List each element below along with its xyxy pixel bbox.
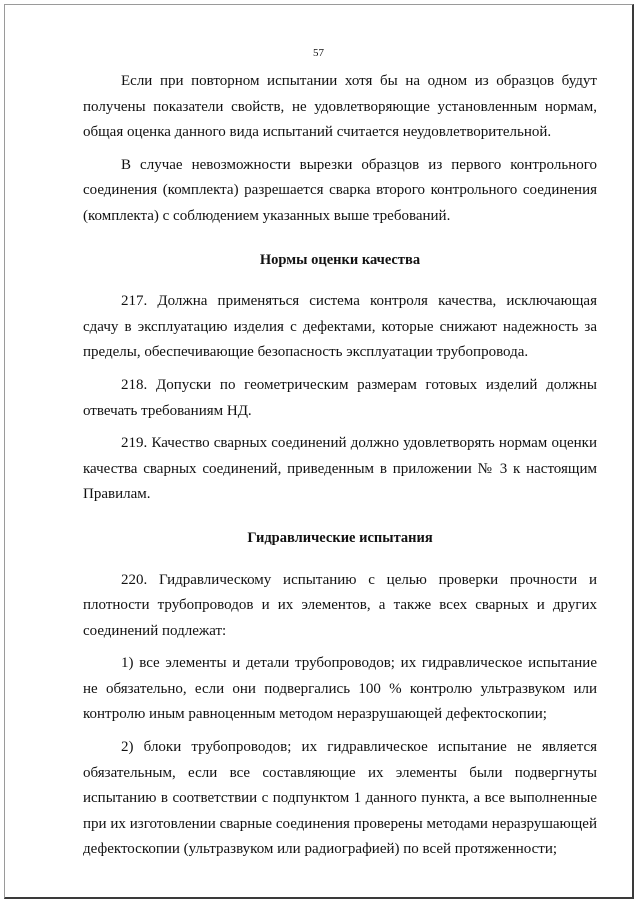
- paragraph-220-item-1: 1) все элементы и детали трубопроводов; их гидравлическое испытание не обязательно, если они подвергались 100 % контролю ультразвуком или контролю иным равноценным методом неразрушающей дефектоскопии;: [83, 655, 597, 723]
- paragraph-second-sample: В случае невозможности вырезки образцов из первого контрольного соединения (комплекта) разрешается сварка второго контрольного соединения (комплекта) с соблюдением указанных выше требований.: [83, 156, 597, 224]
- paragraph-218: 218. Допуски по геометрическим размерам готовых изделий должны отвечать требованиям НД.: [83, 376, 597, 419]
- heading-quality-norms: Нормы оценки качества: [259, 251, 421, 268]
- paragraph-retest-result: Если при повторном испытании хотя бы на одном из образцов будут получены показатели свойств, не удовлетворяющие установленным нормам, общая оценка данного вида испытаний считается неудовлетворительной.: [83, 73, 597, 141]
- paragraph-217: 217. Должна применяться система контроля качества, исключающая сдачу в эксплуатацию изделия с дефектами, которые снижают надежность за пределы, обеспечивающие безопасность эксплуатации трубопровода.: [83, 293, 597, 361]
- page-number: 57: [313, 47, 324, 59]
- paragraph-220: 220. Гидравлическому испытанию с целью проверки прочности и плотности трубопроводов и их элементов, а также всех сварных и других соединений подлежат:: [83, 571, 597, 639]
- paragraph-219: 219. Качество сварных соединений должно удовлетворять нормам оценки качества сварных соединений, приведенным в приложении № 3 к настоящим Правилам.: [83, 435, 597, 503]
- document-body: [83, 69, 597, 863]
- document-page: [4, 4, 634, 899]
- paragraph-220-item-2: 2) блоки трубопроводов; их гидравлическое испытание не является обязательным, если все составляющие их элементы были подвергнуты испытанию в соответствии с подпунктом 1 данного пункта, а все выполненные при их изготовлении сварные соединения проверены методами неразрушающей дефектоскопии (ультразвуком или радиографией) по всей протяженности;: [83, 739, 597, 858]
- heading-hydraulic-tests: Гидравлические испытания: [247, 529, 433, 546]
